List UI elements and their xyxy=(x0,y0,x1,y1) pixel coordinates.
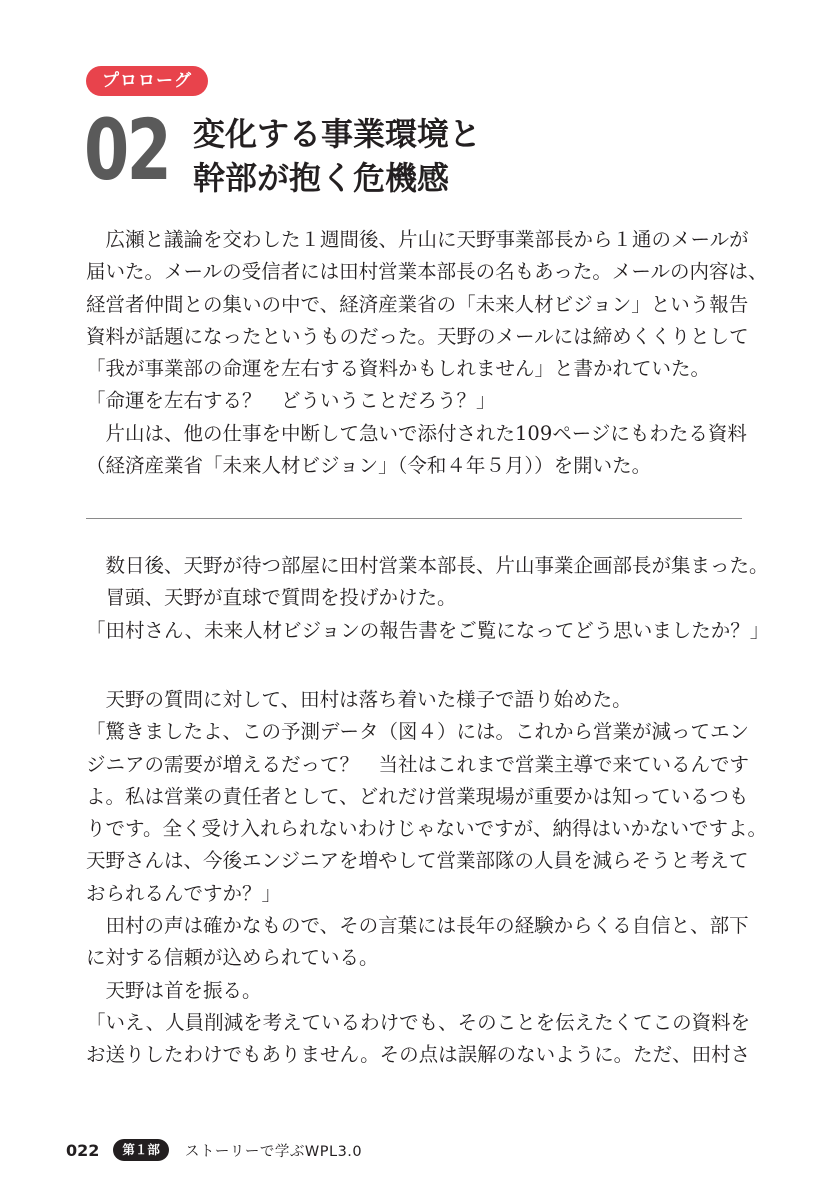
body-line: 片山は、他の仕事を中断して急いで添付された109ページにもわたる資料 xyxy=(86,421,747,445)
body-line: お送りしたわけでもありません。その点は誤解のないように。ただ、田村さ xyxy=(86,1043,751,1067)
book-title: ストーリーで学ぶWPL3.0 xyxy=(184,1143,363,1160)
page-number: 022 xyxy=(66,1140,100,1160)
body-section-1 xyxy=(86,224,768,482)
body-section-3 xyxy=(86,684,767,1072)
body-line: 「驚きましたよ、この予測データ（図４）には。これから営業が減ってエン xyxy=(86,720,750,744)
body-line: 「命運を左右する？ どういうことだろう？」 xyxy=(86,389,496,413)
chapter-title xyxy=(193,112,481,200)
chapter-number: 02 xyxy=(84,101,170,199)
body-line: に対する信頼が込められている。 xyxy=(86,946,379,970)
body-line: りです。全く受け入れられないわけじゃないですが、納得はいかないですよ。 xyxy=(86,817,767,841)
body-line: 天野は首を振る。 xyxy=(86,978,262,1002)
body-line: 広瀬と議論を交わした１週間後、片山に天野事業部長から１通のメールが xyxy=(86,228,749,251)
body-line: 田村の声は確かなもので、その言葉には長年の経験からくる自信と、部下 xyxy=(86,914,749,938)
body-line: 冒頭、天野が直球で質問を投げかけた。 xyxy=(86,586,457,610)
prologue-badge: プロローグ xyxy=(86,66,208,96)
body-line: 「田村さん、未来人材ビジョンの報告書をご覧になってどう思いましたか？」 xyxy=(86,618,770,642)
chapter-title-line: 幹部が抱く危機感 xyxy=(193,159,450,197)
page-footer xyxy=(66,1137,362,1163)
body-line: 数日後、天野が待つ部屋に田村営業本部長、片山事業企画部長が集まった。 xyxy=(86,554,769,577)
body-line: 天野さんは、今後エンジニアを増やして営業部隊の人員を減らそうと考えて xyxy=(86,849,749,873)
body-line: よ。私は営業の責任者として、どれだけ営業現場が重要かは知っているつも xyxy=(86,784,749,808)
body-line: 天野の質問に対して、田村は落ち着いた様子で語り始めた。 xyxy=(86,688,632,711)
body-line: ジニアの需要が増えるだって？ 当社はこれまで営業主導で来ているんです xyxy=(86,752,750,776)
body-line: おられるんですか？」 xyxy=(86,881,282,905)
body-line: （経済産業省「未来人材ビジョン」（令和４年５月））を開いた。 xyxy=(86,454,652,478)
body-line: 経営者仲間との集いの中で、経済産業省の「未来人材ビジョン」という報告 xyxy=(86,292,749,316)
body-section-2 xyxy=(86,550,770,647)
body-line: 「いえ、人員削減を考えているわけでも、そのことを伝えたくてこの資料を xyxy=(86,1010,751,1034)
part-badge: 第１部 xyxy=(113,1139,169,1161)
body-line: 「我が事業部の命運を左右する資料かもしれません」と書かれていた。 xyxy=(86,357,711,381)
section-divider xyxy=(86,518,742,519)
body-line: 資料が話題になったというものだった。天野のメールには締めくくりとして xyxy=(86,324,749,348)
chapter-title-line: 変化する事業環境と xyxy=(193,115,482,153)
body-line: 届いた。メールの受信者には田村営業本部長の名もあった。メールの内容は、 xyxy=(86,260,768,284)
